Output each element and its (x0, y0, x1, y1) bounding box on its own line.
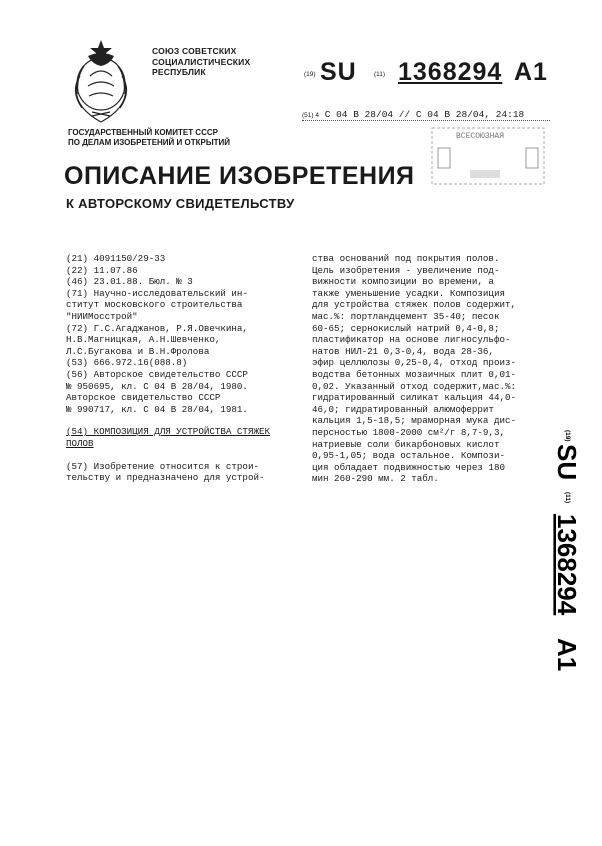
abstract-line: для устройства стяжек полов содержит, (312, 299, 516, 311)
biblio-line: № 950695, кл. С 04 В 28/04, 1980. (66, 380, 248, 392)
abstract-line: Цель изобретения - увеличение под- (312, 264, 500, 276)
abstract-line: ства оснований под покрытия полов. (312, 253, 500, 264)
code-19: (19) (304, 71, 316, 78)
union-name (152, 46, 250, 78)
ussr-emblem-icon (62, 36, 140, 126)
state-committee (68, 128, 230, 148)
biblio-line: № 990717, кл. С 04 В 28/04, 1981. (66, 403, 248, 415)
abstract-line: 0,02. Указанный отход содержит,мас.%: (312, 380, 516, 392)
ipc-divider (302, 120, 550, 121)
abstract-line: персностью 1800-2000 см²/г 8,7-9,3, (312, 426, 505, 438)
abstract-line: эфир целлюлозы 0,25-0,4, отход произ- (312, 357, 516, 369)
abstract-line: тельству и предназначено для устрой- (66, 472, 265, 484)
biblio-line: Л.С.Бугакова и В.Н.Фролова (66, 345, 210, 357)
side-country-code: SU (552, 444, 582, 481)
biblio-line: Н.В.Магницкая, А.Н.Шевченко, (66, 334, 221, 346)
union-line: РЕСПУБЛИК (152, 67, 206, 77)
abstract-line: 46,0; гидратированный алюмоферрит (312, 403, 494, 415)
invention-title-line: ПОЛОВ (66, 437, 94, 449)
committee-line: ПО ДЕЛАМ ИЗОБРЕТЕНИЙ И ОТКРЫТИЙ (68, 138, 231, 147)
abstract-line: мас.%: портландцемент 35-40; песок (312, 310, 500, 322)
union-line: СОЮЗ СОВЕТСКИХ (152, 46, 237, 56)
biblio-line: (56) Авторское свидетельство СССР (66, 368, 248, 380)
biblio-line: Авторское свидетельство СССР (66, 392, 221, 404)
biblio-line: ститут московского строительства (66, 299, 243, 311)
bibliographic-column (66, 253, 302, 484)
abstract-line: также уменьшение усадки. Композиция (312, 287, 505, 299)
abstract-line: вижности композиции во времени, а (312, 276, 494, 288)
abstract-line: (57) Изобретение относится к строи- (66, 460, 259, 472)
country-code: SU (320, 58, 357, 86)
biblio-line: (21) 4091150/29-33 (66, 253, 166, 264)
stamp-label: ВСЕСОЮЗНАЯ (456, 132, 505, 141)
abstract-line: натов НИЛ-21 0,3-0,4, вода 28-36, (312, 345, 494, 357)
abstract-column (312, 253, 552, 485)
side-code-19: (19) (564, 430, 571, 442)
library-stamp (430, 126, 546, 186)
ipc-codes: C 04 B 28/04 // C 04 B 28/04, 24:18 (324, 109, 525, 120)
abstract-line: 0,95-1,05; вода остальное. Компози- (312, 450, 505, 462)
abstract-line: пластификатор на основе лигносульфо- (312, 334, 511, 346)
side-number: 1368294 (552, 514, 582, 616)
abstract-line: мин 260-290 мм. 2 табл. (312, 473, 439, 485)
ipc-classification (302, 109, 524, 120)
abstract-line: кальция 1,5-18,5; мраморная мука дис- (312, 415, 516, 427)
code-51: (51) 4 (302, 112, 319, 119)
kind-code: A1 (514, 58, 548, 86)
document-title: ОПИСАНИЕ ИЗОБРЕТЕНИЯ (64, 162, 415, 190)
side-code-11: (11) (564, 492, 571, 504)
abstract-line: гидратированный силикат кальция 44,0- (312, 392, 516, 404)
biblio-line: (71) Научно-исследовательский ин- (66, 287, 248, 299)
abstract-line: ция обладает подвижностью через 180 (312, 461, 505, 473)
biblio-line: "НИИМосстрой" (66, 310, 138, 322)
biblio-line: (46) 23.01.88. Бюл. № 3 (66, 276, 193, 288)
code-11: (11) (374, 71, 386, 78)
side-patent-number (538, 426, 582, 706)
committee-line: ГОСУДАРСТВЕННЫЙ КОМИТЕТ СССР (68, 128, 218, 137)
union-line: СОЦИАЛИСТИЧЕСКИХ (152, 56, 251, 67)
biblio-line: (22) 11.07.86 (66, 264, 138, 276)
abstract-line: водства бетонных мозаичных плит 0,01- (312, 368, 516, 380)
patent-number: 1368294 (398, 58, 503, 86)
biblio-line: (72) Г.С.Агаджанов, Р.Я.Овечкина, (66, 322, 248, 334)
biblio-line: (53) 666.972.16(088.8) (66, 357, 188, 369)
invention-title-line: (54) КОМПОЗИЦИЯ ДЛЯ УСТРОЙСТВА СТЯЖЕК (66, 426, 270, 438)
side-kind-code: A1 (552, 638, 582, 672)
document-subtitle: К АВТОРСКОМУ СВИДЕТЕЛЬСТВУ (66, 196, 295, 211)
abstract-line: 60-65; сернокислый натрий 0,4-0,8; (312, 322, 500, 334)
abstract-line: натриевые соли бикарбоновых кислот (312, 438, 500, 450)
